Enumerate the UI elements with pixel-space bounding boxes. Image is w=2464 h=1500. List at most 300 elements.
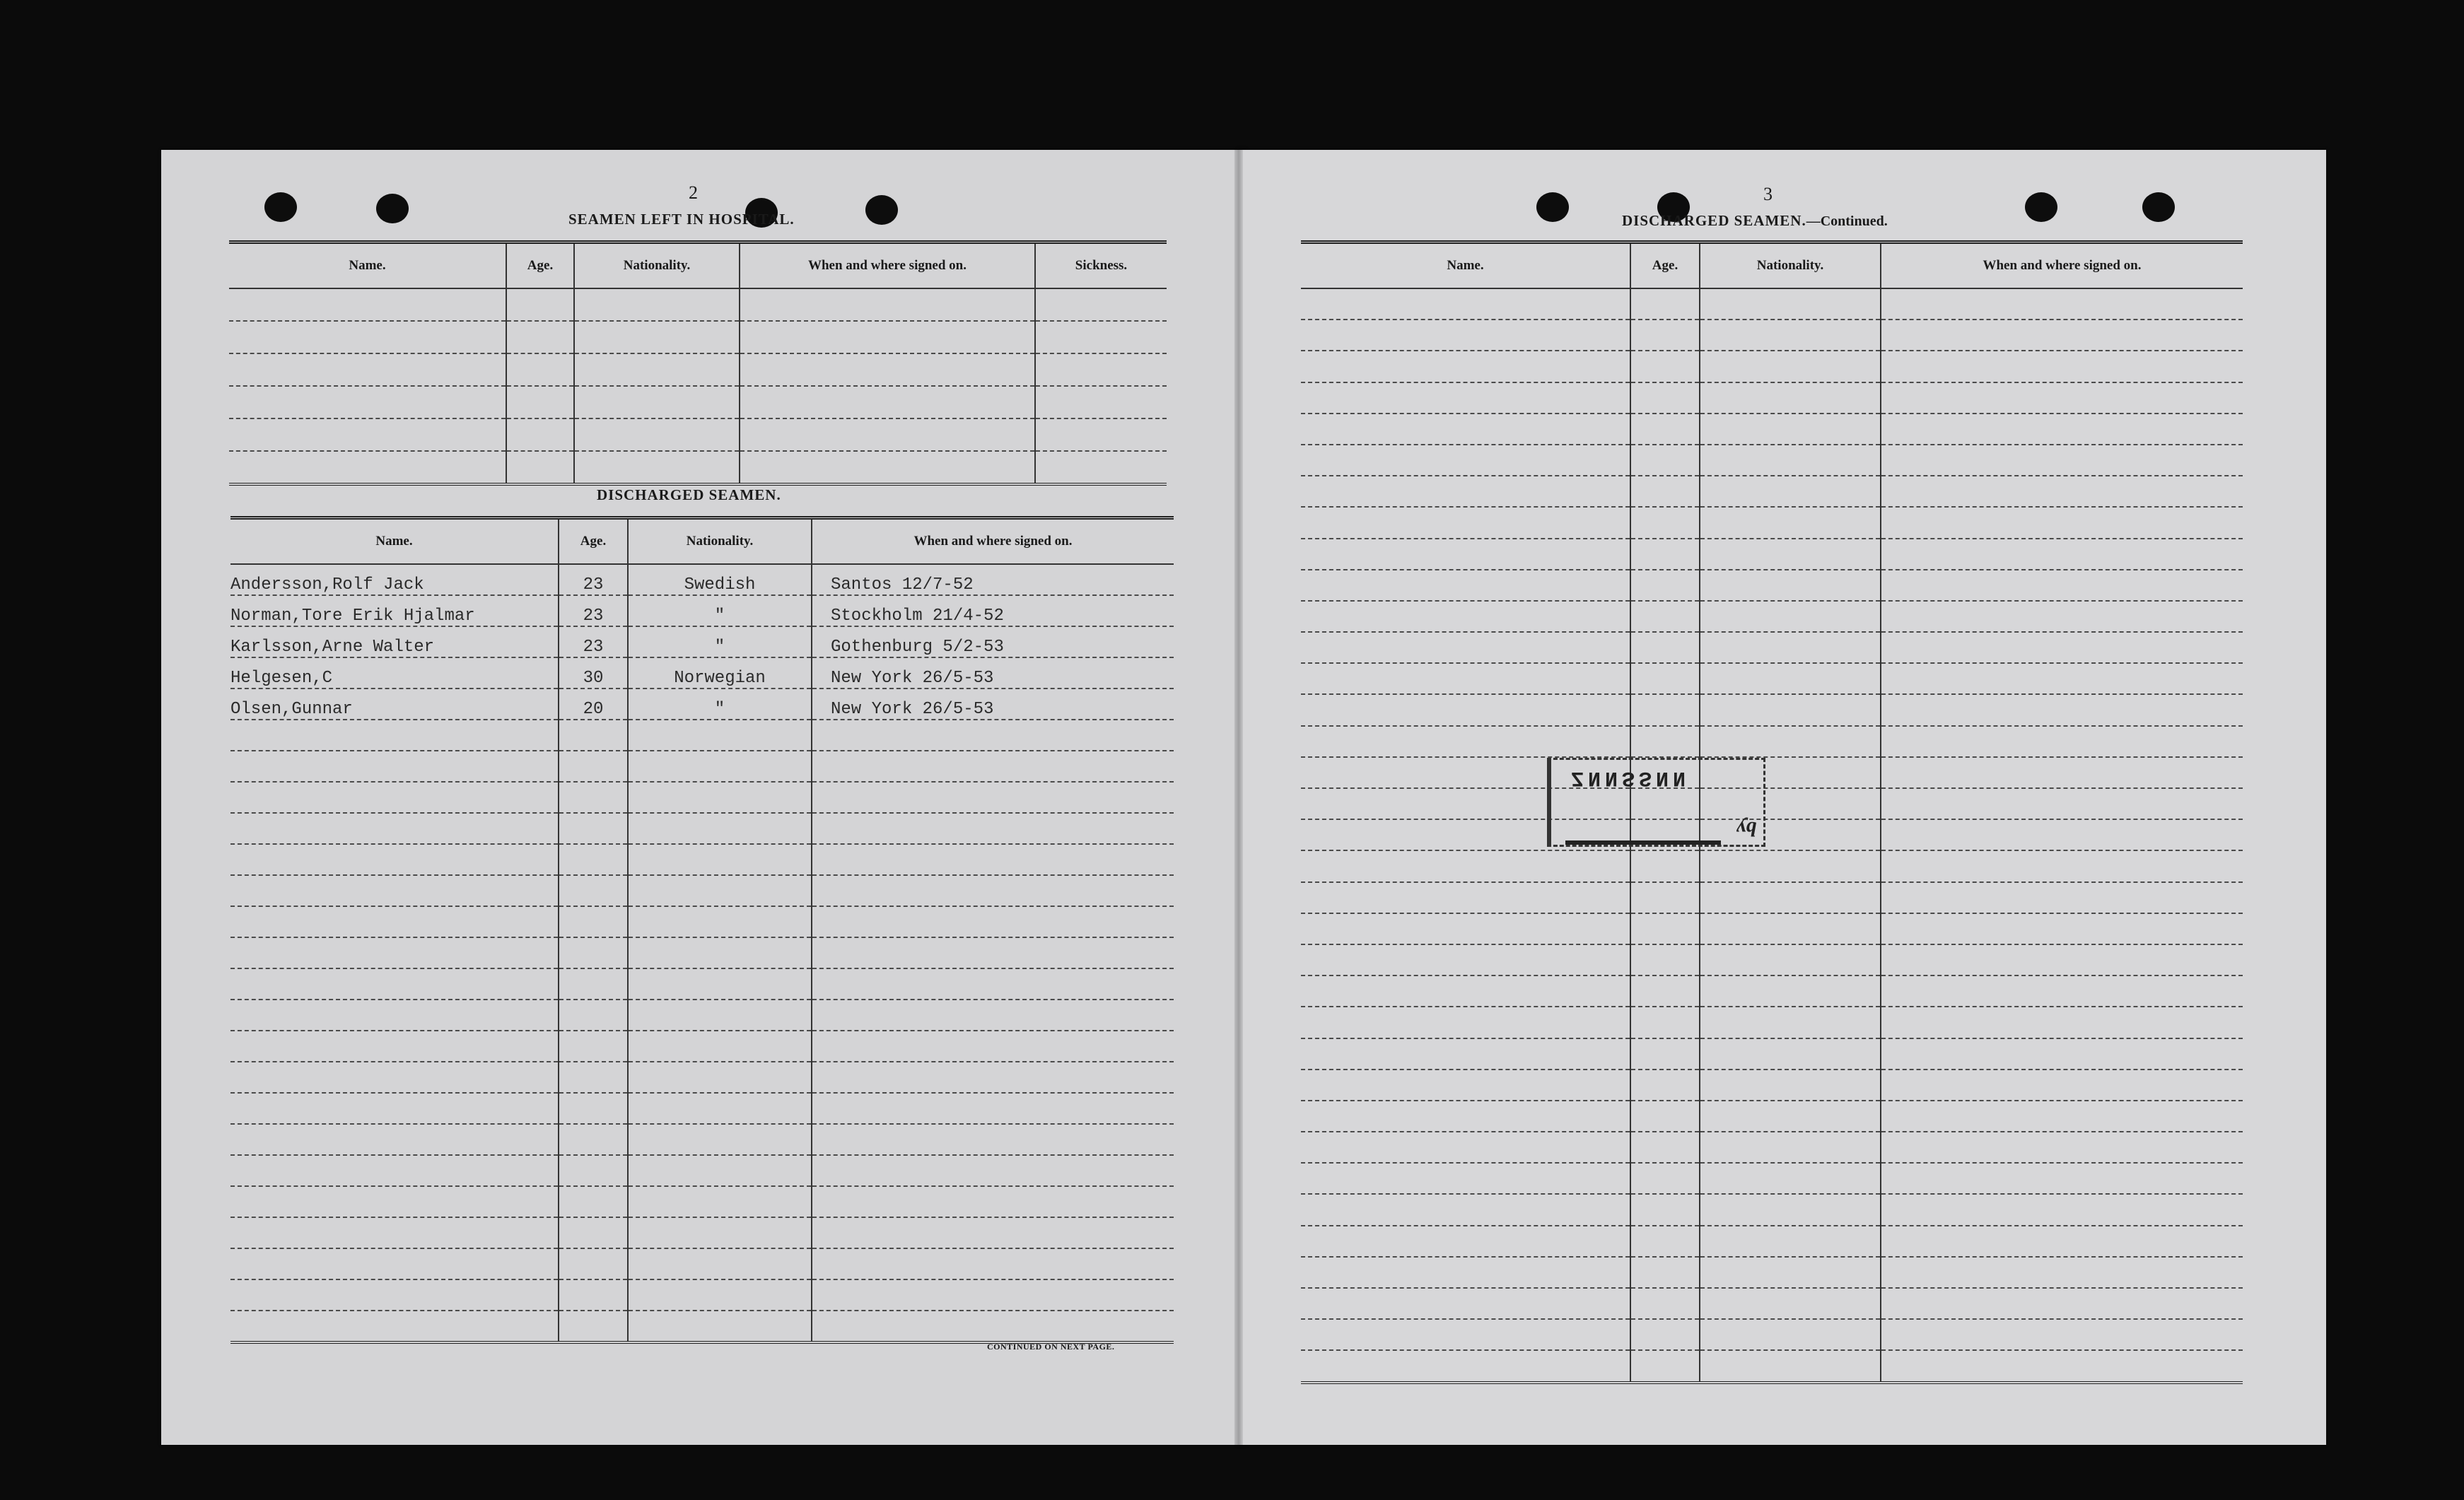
table-row (1301, 1319, 2243, 1350)
cell-age (1630, 632, 1700, 663)
cell-nationality (1700, 944, 1881, 975)
cell-nationality (1700, 1288, 1881, 1319)
binding-gutter (1234, 150, 1243, 1445)
cell-age (559, 875, 628, 906)
cell-name (1301, 320, 1630, 351)
cell-where (812, 1093, 1174, 1124)
cell-age (1630, 1070, 1700, 1101)
cell-nationality (1700, 1257, 1881, 1288)
table-row (1301, 913, 2243, 944)
cell-name (1301, 382, 1630, 414)
table-row (1301, 601, 2243, 632)
column-header-nationality: Nationality. (574, 242, 740, 289)
column-header-where: When and where signed on. (1881, 242, 2243, 289)
cell-nationality (1700, 1070, 1881, 1101)
cell-name (1301, 1132, 1630, 1163)
cell-name: Andersson,Rolf Jack (230, 564, 559, 595)
cell-nationality (1700, 320, 1881, 351)
cell-age: 30 (559, 657, 628, 689)
cell-where: Gothenburg 5/2-53 (812, 626, 1174, 657)
cell-age (506, 321, 574, 353)
cell-name: Karlsson,Arne Walter (230, 626, 559, 657)
table-row (230, 1248, 1174, 1279)
punch-hole (2025, 192, 2057, 222)
cell-nationality (1700, 882, 1881, 913)
cell-nationality (1700, 663, 1881, 694)
cell-name (1301, 1101, 1630, 1132)
cell-age (559, 1093, 628, 1124)
cell-where (1881, 1101, 2243, 1132)
cell-where: New York 26/5-53 (812, 689, 1174, 720)
cell-age (1630, 539, 1700, 570)
cell-name (230, 813, 559, 844)
cell-name: Norman,Tore Erik Hjalmar (230, 595, 559, 626)
cell-nationality (574, 418, 740, 451)
cell-where: New York 26/5-53 (812, 657, 1174, 689)
cell-name (1301, 1288, 1630, 1319)
cell-where: Santos 12/7-52 (812, 564, 1174, 595)
cell-age (506, 288, 574, 321)
table-row (1301, 632, 2243, 663)
cell-age: 20 (559, 689, 628, 720)
table-row (1301, 1007, 2243, 1038)
continued-title-suffix: —Continued. (1806, 213, 1888, 229)
cell-age (1630, 944, 1700, 975)
column-header-age: Age. (506, 242, 574, 289)
cell-where (1881, 1350, 2243, 1382)
cell-nationality: " (628, 626, 812, 657)
cell-name (1301, 975, 1630, 1007)
cell-where (740, 451, 1035, 484)
cell-name (230, 906, 559, 937)
cell-where (812, 1217, 1174, 1248)
cell-where (1881, 1257, 2243, 1288)
cell-where (1881, 382, 2243, 414)
table-row (1301, 757, 2243, 788)
cell-name (1301, 944, 1630, 975)
cell-name (1301, 507, 1630, 538)
cell-where (1881, 601, 2243, 632)
cell-where (812, 968, 1174, 1000)
table-row (1301, 1226, 2243, 1257)
cell-nationality (628, 906, 812, 937)
cell-name (229, 288, 506, 321)
cell-where: Stockholm 21/4-52 (812, 595, 1174, 626)
continued-section-title (1622, 212, 1888, 230)
table-row (1301, 320, 2243, 351)
cell-where (1881, 1070, 2243, 1101)
cell-nationality (628, 1217, 812, 1248)
column-header-where: When and where signed on. (812, 518, 1174, 565)
table-row (230, 844, 1174, 875)
cell-where (812, 751, 1174, 782)
cell-nationality (1700, 1350, 1881, 1382)
column-header-nationality: Nationality. (628, 518, 812, 565)
column-header-name: Name. (229, 242, 506, 289)
cell-age (1630, 663, 1700, 694)
cell-where (812, 1155, 1174, 1186)
cell-nationality (1700, 1226, 1881, 1257)
cell-nationality (1700, 288, 1881, 320)
cell-age (1630, 882, 1700, 913)
cell-name (229, 353, 506, 386)
cell-age (1630, 850, 1700, 881)
table-row (1301, 788, 2243, 819)
cell-nationality (1700, 476, 1881, 507)
cell-age (559, 1155, 628, 1186)
table-row (1301, 726, 2243, 757)
table-row (1301, 1163, 2243, 1194)
cell-age (1630, 1194, 1700, 1225)
cell-age (559, 1217, 628, 1248)
continued-title-main: DISCHARGED SEAMEN. (1622, 212, 1806, 229)
cell-where (1881, 414, 2243, 445)
table-row (1301, 445, 2243, 476)
table-row (1301, 1257, 2243, 1288)
cell-age (559, 751, 628, 782)
cell-where (1881, 757, 2243, 788)
cell-name (230, 1031, 559, 1062)
cell-nationality (1700, 382, 1881, 414)
cell-age (559, 906, 628, 937)
cell-nationality (1700, 1101, 1881, 1132)
cell-where (1881, 1038, 2243, 1070)
cell-age (1630, 414, 1700, 445)
cell-where (812, 906, 1174, 937)
cell-age (559, 1248, 628, 1279)
cell-age (1630, 351, 1700, 382)
cell-where (812, 844, 1174, 875)
table-row (230, 1186, 1174, 1217)
table-row (230, 782, 1174, 813)
cell-where (812, 1248, 1174, 1279)
cell-nationality (1700, 539, 1881, 570)
cell-where (812, 1124, 1174, 1155)
table-row (1301, 1194, 2243, 1225)
cell-name (230, 782, 559, 813)
cell-name (1301, 632, 1630, 663)
cell-where (1881, 1163, 2243, 1194)
table-row (230, 906, 1174, 937)
table-row (1301, 975, 2243, 1007)
table-row (1301, 819, 2243, 850)
cell-where (812, 1279, 1174, 1311)
cell-where (812, 782, 1174, 813)
column-header-nationality: Nationality. (1700, 242, 1881, 289)
punch-hole (1536, 192, 1569, 222)
column-header-where: When and where signed on. (740, 242, 1035, 289)
cell-age (559, 813, 628, 844)
cell-nationality (1700, 975, 1881, 1007)
table-row (1301, 382, 2243, 414)
cell-sickness (1035, 451, 1167, 484)
column-header-name: Name. (1301, 242, 1630, 289)
cell-where (1881, 726, 2243, 757)
cell-nationality (1700, 1194, 1881, 1225)
table-row (229, 353, 1167, 386)
cell-name (1301, 539, 1630, 570)
cell-name (1301, 601, 1630, 632)
table-row (230, 1000, 1174, 1031)
cell-age (1630, 601, 1700, 632)
table-row (1301, 570, 2243, 601)
cell-where (1881, 663, 2243, 694)
cell-name (1301, 1257, 1630, 1288)
cell-name (230, 875, 559, 906)
cell-where (812, 937, 1174, 968)
cell-nationality (1700, 850, 1881, 881)
cell-age (559, 968, 628, 1000)
table-row (230, 937, 1174, 968)
cell-sickness (1035, 353, 1167, 386)
discharged-table (230, 516, 1174, 1344)
cell-nationality (628, 937, 812, 968)
cell-nationality: " (628, 689, 812, 720)
table-row (230, 1311, 1174, 1342)
cell-nationality: Swedish (628, 564, 812, 595)
cell-name (1301, 913, 1630, 944)
cell-name (230, 1155, 559, 1186)
cell-where (812, 1186, 1174, 1217)
cell-age: 23 (559, 595, 628, 626)
page-number-right: 3 (1763, 184, 1773, 204)
table-row (230, 968, 1174, 1000)
cell-age (1630, 507, 1700, 538)
cell-age (559, 1000, 628, 1031)
cell-where (1881, 288, 2243, 320)
table-row (1301, 850, 2243, 881)
table-row (230, 1093, 1174, 1124)
cell-nationality (1700, 726, 1881, 757)
cell-age (559, 1124, 628, 1155)
cell-where (812, 720, 1174, 751)
table-row (1301, 1070, 2243, 1101)
table-row (229, 321, 1167, 353)
cell-name (230, 751, 559, 782)
cell-nationality (1700, 507, 1881, 538)
cell-where (740, 418, 1035, 451)
cell-nationality (1700, 445, 1881, 476)
cell-nationality (574, 288, 740, 321)
cell-age (1630, 913, 1700, 944)
hospital-table (229, 240, 1167, 486)
cell-name (230, 1093, 559, 1124)
cell-age (1630, 1319, 1700, 1350)
stamp-underline (1565, 840, 1721, 845)
cell-age (1630, 1101, 1700, 1132)
cell-nationality (628, 751, 812, 782)
cell-name: Helgesen,C (230, 657, 559, 689)
cell-where (1881, 351, 2243, 382)
cell-nationality (574, 321, 740, 353)
continued-note: CONTINUED ON NEXT PAGE. (987, 1342, 1115, 1352)
cell-where (1881, 819, 2243, 850)
table-row (230, 751, 1174, 782)
cell-where (1881, 539, 2243, 570)
cell-nationality (628, 1311, 812, 1342)
cell-name (1301, 288, 1630, 320)
cell-name (230, 844, 559, 875)
cell-name (1301, 445, 1630, 476)
table-row (230, 1031, 1174, 1062)
cell-age (1630, 975, 1700, 1007)
table-row (1301, 1350, 2243, 1382)
table-row (230, 1155, 1174, 1186)
cell-where (1881, 1226, 2243, 1257)
cell-name (1301, 414, 1630, 445)
table-row (229, 451, 1167, 484)
table-row (1301, 1132, 2243, 1163)
cell-where (1881, 694, 2243, 725)
cell-name (1301, 1163, 1630, 1194)
cell-age (559, 937, 628, 968)
cell-name (1301, 1007, 1630, 1038)
cell-where (1881, 1319, 2243, 1350)
table-row (230, 875, 1174, 906)
cell-age (559, 720, 628, 751)
cell-nationality (628, 1093, 812, 1124)
cell-where (1881, 320, 2243, 351)
table-row (1301, 663, 2243, 694)
cell-nationality (628, 1155, 812, 1186)
column-header-age: Age. (1630, 242, 1700, 289)
cell-name (1301, 726, 1630, 757)
table-row (1301, 539, 2243, 570)
cell-name (1301, 476, 1630, 507)
table-row (1301, 414, 2243, 445)
cell-nationality (628, 1124, 812, 1155)
cell-nationality (628, 782, 812, 813)
cell-name (1301, 694, 1630, 725)
cell-age (506, 386, 574, 418)
cell-name (1301, 1038, 1630, 1070)
cell-name (1301, 1319, 1630, 1350)
cell-name (230, 1279, 559, 1311)
cell-nationality (574, 451, 740, 484)
table-row (230, 1279, 1174, 1311)
table-row (230, 564, 1174, 595)
cell-age (559, 1062, 628, 1093)
table-row (230, 813, 1174, 844)
column-header-age: Age. (559, 518, 628, 565)
cell-name (230, 1186, 559, 1217)
cell-nationality (628, 1248, 812, 1279)
cell-name (230, 1248, 559, 1279)
table-row (1301, 476, 2243, 507)
cell-nationality (1700, 1007, 1881, 1038)
cell-where (812, 813, 1174, 844)
table-row (230, 657, 1174, 689)
cell-name (229, 451, 506, 484)
cell-name (1301, 570, 1630, 601)
cell-age (1630, 570, 1700, 601)
cell-age (1630, 1163, 1700, 1194)
cell-age (1630, 726, 1700, 757)
cell-where (1881, 1132, 2243, 1163)
cell-nationality (628, 1031, 812, 1062)
cell-age (1630, 1007, 1700, 1038)
cell-where (812, 875, 1174, 906)
cell-where (740, 353, 1035, 386)
cell-name (1301, 882, 1630, 913)
cell-where (740, 321, 1035, 353)
cell-age: 23 (559, 564, 628, 595)
cell-name (230, 968, 559, 1000)
cell-age (1630, 476, 1700, 507)
cell-where (1881, 788, 2243, 819)
cell-where (1881, 570, 2243, 601)
cell-nationality (1700, 1163, 1881, 1194)
table-row (1301, 507, 2243, 538)
cell-where (1881, 1194, 2243, 1225)
table-row (230, 1217, 1174, 1248)
cell-nationality (628, 875, 812, 906)
table-row (1301, 1101, 2243, 1132)
cell-name (230, 937, 559, 968)
continued-body (1301, 288, 2243, 1383)
cell-sickness (1035, 321, 1167, 353)
cell-where (1881, 445, 2243, 476)
hospital-header-row (229, 242, 1167, 289)
cell-age (559, 1186, 628, 1217)
cell-nationality (1700, 414, 1881, 445)
hospital-body (229, 288, 1167, 484)
cell-sickness (1035, 288, 1167, 321)
cell-age (559, 844, 628, 875)
cell-where (740, 288, 1035, 321)
cell-age (1630, 288, 1700, 320)
table-row (1301, 944, 2243, 975)
cell-name (1301, 1350, 1630, 1382)
cell-age (1630, 320, 1700, 351)
table-row (230, 595, 1174, 626)
discharged-header-row (230, 518, 1174, 565)
cell-age (1630, 1132, 1700, 1163)
page-number-left: 2 (689, 182, 698, 203)
cell-age (559, 1031, 628, 1062)
cell-where (1881, 476, 2243, 507)
cell-name (230, 1000, 559, 1031)
cell-where (812, 1062, 1174, 1093)
column-header-sickness: Sickness. (1035, 242, 1167, 289)
punch-hole (2142, 192, 2175, 222)
cell-age (1630, 1038, 1700, 1070)
table-row (229, 418, 1167, 451)
cell-age (506, 451, 574, 484)
cell-nationality (628, 1000, 812, 1031)
cell-age (1630, 1257, 1700, 1288)
table-row (1301, 288, 2243, 320)
cell-name (229, 418, 506, 451)
rubber-stamp (1547, 758, 1765, 847)
cell-nationality: " (628, 595, 812, 626)
cell-nationality (628, 968, 812, 1000)
cell-where (1881, 913, 2243, 944)
cell-name (1301, 1070, 1630, 1101)
cell-where (812, 1311, 1174, 1342)
cell-nationality (1700, 694, 1881, 725)
cell-where (1881, 632, 2243, 663)
cell-name (229, 321, 506, 353)
continued-table (1301, 240, 2243, 1384)
cell-age (1630, 1350, 1700, 1382)
cell-name (230, 1062, 559, 1093)
cell-name (230, 1124, 559, 1155)
stamp-by: by (1736, 817, 1756, 840)
hospital-section-title: SEAMEN LEFT IN HOSPITAL. (568, 211, 795, 228)
cell-nationality (628, 720, 812, 751)
cell-name (230, 720, 559, 751)
